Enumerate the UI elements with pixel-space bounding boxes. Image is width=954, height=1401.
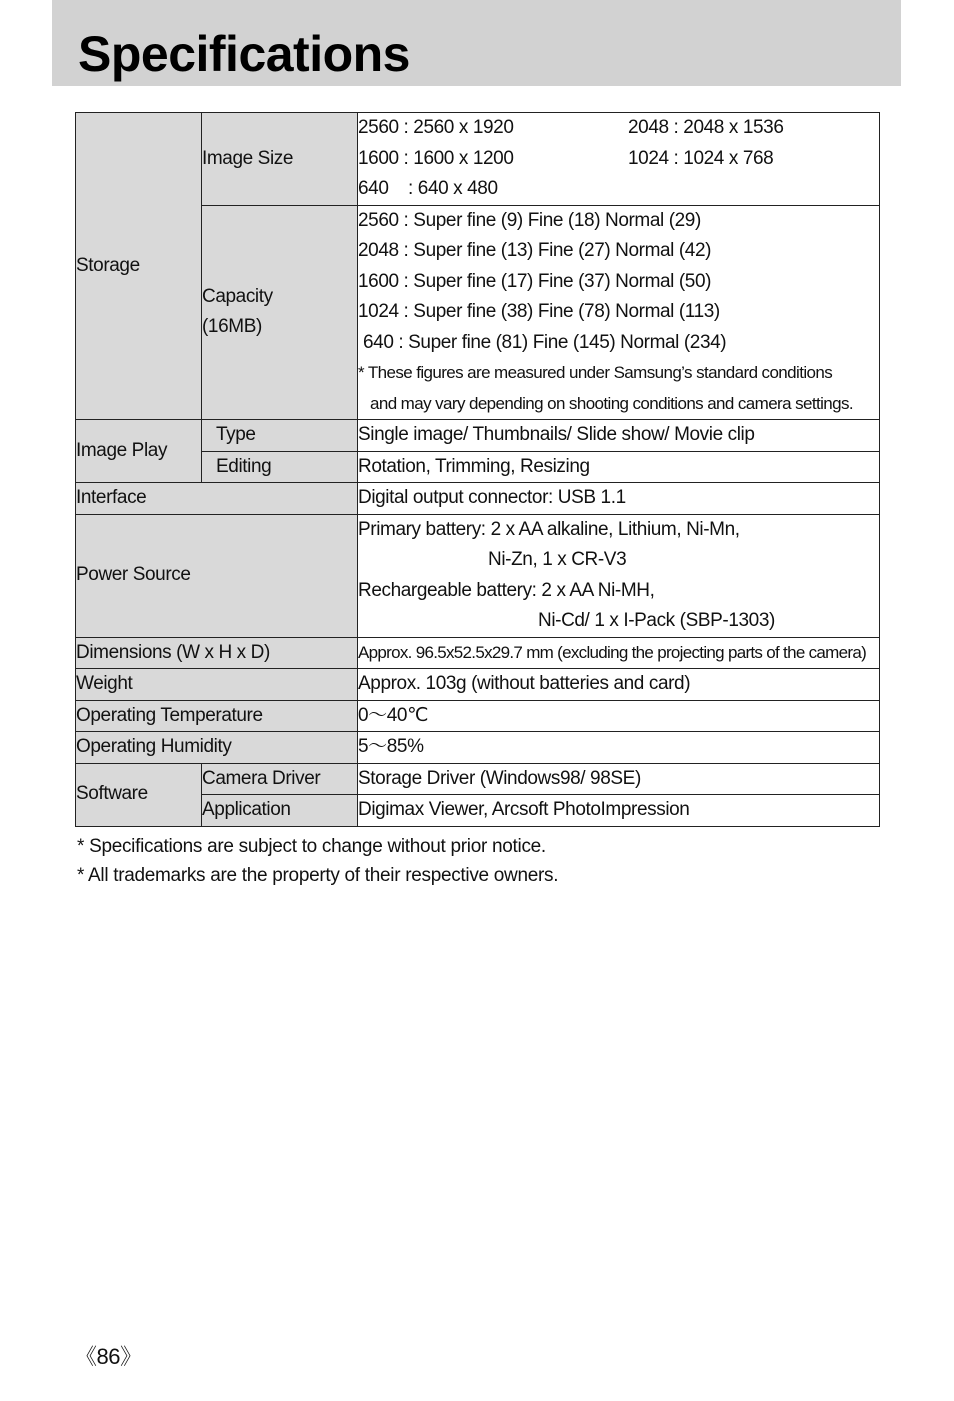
software-application-label: Application <box>202 795 358 827</box>
image-play-editing-value: Rotation, Trimming, Resizing <box>358 451 880 483</box>
capacity-note-line1: * These figures are measured under Samsung’s standard conditions <box>358 363 833 382</box>
power-source-line4: Ni-Cd/ 1 x I-Pack (SBP-1303) <box>538 610 775 631</box>
capacity-line-640: 640 : Super fine (81) Fine (145) Normal (234) <box>363 331 727 353</box>
capacity-line-1024: 1024 : Super fine (38) Fine (78) Normal (113) <box>358 301 720 322</box>
operating-humidity-value: 5～85% <box>358 732 880 764</box>
power-source-line1: Primary battery: 2 x AA alkaline, Lithium, Ni-Mn, <box>358 518 740 540</box>
capacity-label <box>202 205 358 420</box>
page-title: Specifications <box>78 26 410 82</box>
row-weight <box>76 669 880 701</box>
image-play-type-value: Single image/ Thumbnails/ Slide show/ Movie clip <box>358 420 880 452</box>
capacity-line-1600: 1600 : Super fine (17) Fine (37) Normal (50) <box>358 270 712 292</box>
capacity-note-line2: and may vary depending on shooting conditions and camera settings. <box>370 393 854 413</box>
image-size-2048: 2048 : 2048 x 1536 <box>628 117 784 138</box>
weight-label: Weight <box>76 669 358 701</box>
software-driver-label: Camera Driver <box>202 763 358 795</box>
dimensions-value: Approx. 96.5x52.5x29.7 mm (excluding the projecting parts of the camera) <box>358 637 880 669</box>
capacity-label-line1: Capacity <box>202 285 273 307</box>
row-image-play-type <box>76 420 880 452</box>
software-application-value: Digimax Viewer, Arcsoft PhotoImpression <box>358 795 880 827</box>
capacity-line-2560: 2560 : Super fine (9) Fine (18) Normal (29) <box>358 209 701 231</box>
power-source-label: Power Source <box>76 514 358 637</box>
image-play-label: Image Play <box>76 420 202 483</box>
row-operating-temperature <box>76 700 880 732</box>
dimensions-label: Dimensions (W x H x D) <box>76 637 358 669</box>
capacity-line-2048: 2048 : Super fine (13) Fine (27) Normal (42) <box>358 240 712 261</box>
image-play-editing-label: Editing <box>202 451 358 483</box>
specifications-table <box>75 112 880 827</box>
image-size-value <box>358 113 880 206</box>
storage-label: Storage <box>76 113 202 420</box>
footnote-change-notice: * Specifications are subject to change without prior notice. <box>77 836 546 857</box>
image-size-label: Image Size <box>202 113 358 206</box>
operating-temperature-value: 0～40℃ <box>358 700 880 732</box>
row-software-driver <box>76 763 880 795</box>
image-size-1600: 1600 : 1600 x 1200 <box>358 147 514 169</box>
row-image-size <box>76 113 880 206</box>
page-header <box>52 0 901 86</box>
row-dimensions <box>76 637 880 669</box>
weight-value: Approx. 103g (without batteries and card) <box>358 669 880 701</box>
operating-temperature-label: Operating Temperature <box>76 700 358 732</box>
capacity-value <box>358 205 880 420</box>
image-size-2560: 2560 : 2560 x 1920 <box>358 117 514 138</box>
row-operating-humidity <box>76 732 880 764</box>
image-size-1024: 1024 : 1024 x 768 <box>628 147 774 169</box>
power-source-line3: Rechargeable battery: 2 x AA Ni-MH, <box>358 579 655 601</box>
power-source-line2: Ni-Zn, 1 x CR-V3 <box>488 549 627 570</box>
capacity-label-line2: (16MB) <box>202 316 262 338</box>
software-driver-value: Storage Driver (Windows98/ 98SE) <box>358 763 880 795</box>
image-size-640: 640 : 640 x 480 <box>358 178 498 199</box>
operating-humidity-label: Operating Humidity <box>76 732 358 764</box>
footnote-trademarks: * All trademarks are the property of their respective owners. <box>77 865 559 886</box>
row-interface <box>76 483 880 515</box>
footnotes <box>77 832 558 890</box>
interface-value: Digital output connector: USB 1.1 <box>358 483 880 515</box>
power-source-value <box>358 514 880 637</box>
software-label: Software <box>76 763 202 826</box>
image-play-type-label: Type <box>202 420 358 452</box>
row-power-source <box>76 514 880 637</box>
page-number: 《86》 <box>75 1344 142 1369</box>
interface-label: Interface <box>76 483 358 515</box>
